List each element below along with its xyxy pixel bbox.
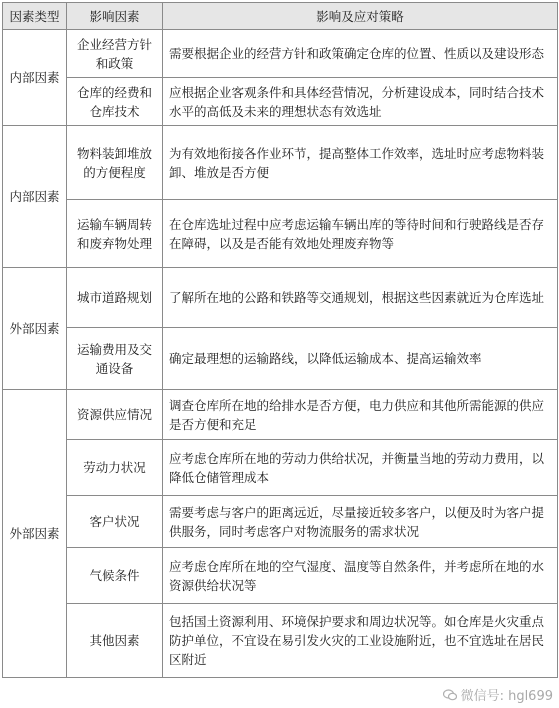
- factor-cell: 客户状况: [67, 496, 163, 548]
- strategy-cell: 应考虑仓库所在地的空气湿度、温度等自然条件，并考虑所在地的水资源供给状况等: [163, 548, 558, 604]
- factor-type-cell: 外部因素: [3, 390, 67, 678]
- warehouse-factors-table: [2, 2, 558, 678]
- table-row: [3, 390, 558, 440]
- factor-cell: 气候条件: [67, 548, 163, 604]
- table-row: [3, 328, 558, 390]
- factor-cell: 运输车辆周转和废弃物处理: [67, 200, 163, 268]
- table-row: [3, 200, 558, 268]
- strategy-cell: 在仓库选址过程中应考虑运输车辆出库的等待时间和行驶路线是否存在障碍，以及是否能有效地处理废弃物等: [163, 200, 558, 268]
- header-factor-type: 因素类型: [3, 3, 67, 30]
- factor-cell: 劳动力状况: [67, 440, 163, 496]
- table-row: [3, 30, 558, 78]
- table-row: [3, 126, 558, 200]
- factor-cell: 物料装卸堆放的方便程度: [67, 126, 163, 200]
- strategy-cell: 需要考虑与客户的距离远近，尽量接近较多客户，以便及时为客户提供服务，同时考虑客户对物流服务的需求状况: [163, 496, 558, 548]
- factor-cell: 运输费用及交通设备: [67, 328, 163, 390]
- factor-cell: 企业经营方针和政策: [67, 30, 163, 78]
- strategy-cell: 为有效地衔接各作业环节，提高整体工作效率，选址时应考虑物料装卸、堆放是否方便: [163, 126, 558, 200]
- strategy-cell: 需要根据企业的经营方针和政策确定仓库的位置、性质以及建设形态: [163, 30, 558, 78]
- factor-cell: 资源供应情况: [67, 390, 163, 440]
- table-row: [3, 78, 558, 126]
- factor-type-cell: 外部因素: [3, 268, 67, 390]
- strategy-cell: 应考虑仓库所在地的劳动力供给状况，并衡量当地的劳动力费用，以降低仓储管理成本: [163, 440, 558, 496]
- factor-cell: 仓库的经费和仓库技术: [67, 78, 163, 126]
- table-header-row: [3, 3, 558, 30]
- strategy-cell: 调查仓库所在地的给排水是否方便，电力供应和其他所需能源的供应是否方便和充足: [163, 390, 558, 440]
- header-factor: 影响因素: [67, 3, 163, 30]
- table-row: [3, 548, 558, 604]
- table-row: [3, 496, 558, 548]
- strategy-cell: 确定最理想的运输路线，以降低运输成本、提高运输效率: [163, 328, 558, 390]
- table-row: [3, 440, 558, 496]
- header-strategy: 影响及应对策略: [163, 3, 558, 30]
- factor-cell: 其他因素: [67, 604, 163, 678]
- table-row: [3, 268, 558, 328]
- wechat-icon: [443, 689, 457, 701]
- factor-cell: 城市道路规划: [67, 268, 163, 328]
- watermark-text: 微信号: hgl699: [460, 689, 553, 704]
- strategy-cell: 了解所在地的公路和铁路等交通规划，根据这些因素就近为仓库选址: [163, 268, 558, 328]
- strategy-cell: 应根据企业客观条件和具体经营情况，分析建设成本，同时结合技术水平的高低及未来的理想状态有效选址: [163, 78, 558, 126]
- factor-type-cell: 内部因素: [3, 126, 67, 268]
- strategy-cell: 包括国土资源利用、环境保护要求和周边状况等。如仓库是火灾重点防护单位，不宜设在易引发火灾的工业设施附近，也不宜选址在居民区附近: [163, 604, 558, 678]
- table-row: [3, 604, 558, 678]
- factor-type-cell: 内部因素: [3, 30, 67, 126]
- watermark: [443, 685, 553, 704]
